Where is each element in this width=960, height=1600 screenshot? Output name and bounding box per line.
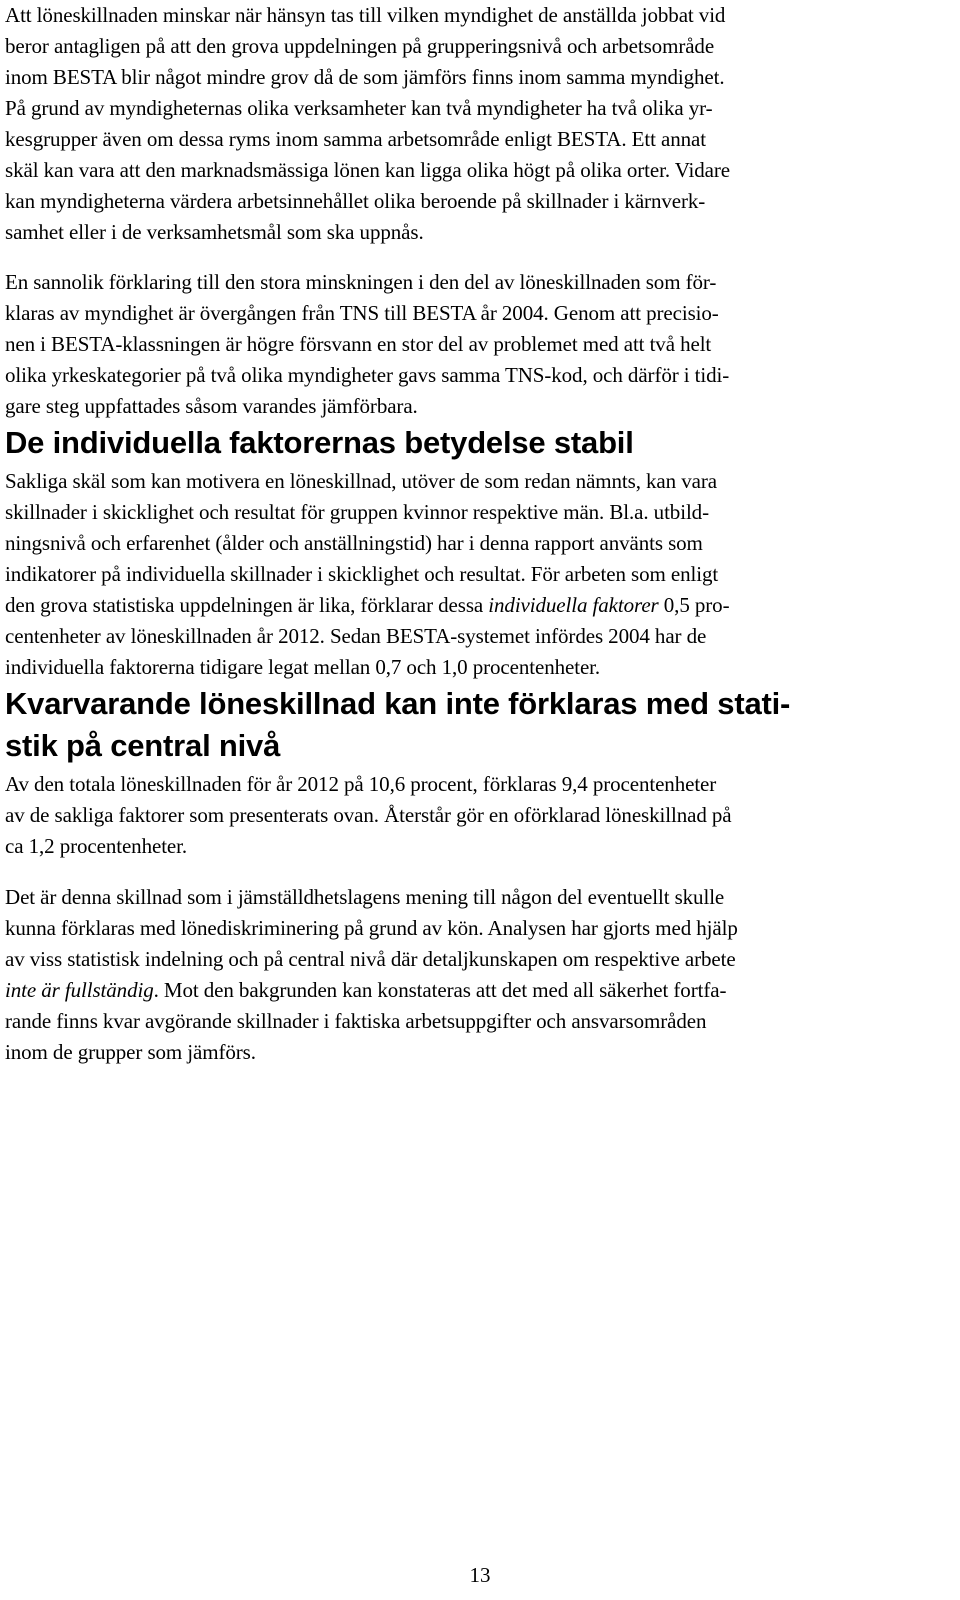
paragraph-discrimination	[5, 882, 935, 1068]
text-line: inom BESTA blir något mindre grov då de som jämförs finns inom samma myndighet.	[5, 65, 725, 89]
emphasis-text: inte är fullständig	[5, 978, 154, 1002]
text-line: På grund av myndigheternas olika verksamheter kan två myndigheter ha två olika yr-	[5, 96, 713, 120]
paragraph-total-gap	[5, 769, 935, 862]
text-line: kesgrupper även om dessa ryms inom samma arbetsområde enligt BESTA. Ett annat	[5, 127, 706, 151]
text-line: skillnader i skicklighet och resultat för gruppen kvinnor respektive män. Bl.a. utbild-	[5, 500, 709, 524]
text-line: skäl kan vara att den marknadsmässiga lönen kan ligga olika högt på olika orter. Vidare	[5, 158, 731, 182]
text-line: kunna förklaras med lönediskriminering på grund av kön. Analysen har gjorts med hjälp	[5, 916, 738, 940]
text-line	[5, 590, 935, 621]
page-number	[0, 1561, 960, 1589]
text-line: av de sakliga faktorer som presenterats ovan. Återstår gör en oförklarad löneskillnad på	[5, 803, 732, 827]
text-line: ningsnivå och erfarenhet (ålder och anställningstid) har i denna rapport använts som	[5, 531, 703, 555]
section-heading-remaining-gap	[5, 683, 935, 767]
text-line: samhet eller i de verksamhetsmål som ska uppnås.	[5, 220, 424, 244]
text-line: olika yrkeskategorier på två olika myndigheter gavs samma TNS-kod, och därför i tidi-	[5, 363, 730, 387]
page-number-text: 13	[469, 1563, 491, 1587]
text-line: centenheter av löneskillnaden år 2012. Sedan BESTA-systemet infördes 2004 har de	[5, 624, 707, 648]
text-line: ca 1,2 procentenheter.	[5, 834, 188, 858]
text-line: individuella faktorerna tidigare legat mellan 0,7 och 1,0 procentenheter.	[5, 655, 601, 679]
text-line: Det är denna skillnad som i jämställdhetslagens mening till någon del eventuellt skulle	[5, 885, 725, 909]
text-line: av viss statistisk indelning och på central nivå där detaljkunskapen om respektive arbete	[5, 947, 736, 971]
text-line: inom de grupper som jämförs.	[5, 1040, 256, 1064]
heading-line: stik på central nivå	[5, 728, 281, 763]
text-line: Att löneskillnaden minskar när hänsyn tas till vilken myndighet de anställda jobbat vid	[5, 3, 726, 27]
paragraph-individual-factors	[5, 466, 935, 683]
document-page	[5, 0, 935, 1068]
text-line: Sakliga skäl som kan motivera en löneskillnad, utöver de som redan nämnts, kan vara	[5, 469, 717, 493]
paragraph-tns-besta	[5, 267, 935, 422]
text-run: . Mot den bakgrunden kan konstateras att det med all säkerhet fortfa-	[153, 978, 727, 1002]
text-line	[5, 975, 935, 1006]
text-line: En sannolik förklaring till den stora minskningen i den del av löneskillnaden som för-	[5, 270, 717, 294]
text-run: 0,5 pro-	[658, 593, 730, 617]
section-heading-individual-factors: De individuella faktorernas betydelse stabil	[5, 425, 634, 460]
text-line: klaras av myndighet är övergången från TNS till BESTA år 2004. Genom att precisio-	[5, 301, 719, 325]
text-line: beror antagligen på att den grova uppdelningen på grupperingsnivå och arbetsområde	[5, 34, 715, 58]
text-run: den grova statistiska uppdelningen är lika, förklarar dessa	[5, 593, 489, 617]
text-line: indikatorer på individuella skillnader i skicklighet och resultat. För arbeten som enligt	[5, 562, 719, 586]
text-line: gare steg uppfattades såsom varandes jämförbara.	[5, 394, 418, 418]
heading-line: Kvarvarande löneskillnad kan inte förklaras med stati-	[5, 686, 791, 721]
text-line: nen i BESTA-klassningen är högre försvann en stor del av problemet med att två helt	[5, 332, 712, 356]
paragraph-authority-effect	[5, 0, 935, 248]
text-line: Av den totala löneskillnaden för år 2012 på 10,6 procent, förklaras 9,4 procentenheter	[5, 772, 717, 796]
text-line: kan myndigheterna värdera arbetsinnehållet olika beroende på skillnader i kärnverk-	[5, 189, 706, 213]
text-line: rande finns kvar avgörande skillnader i faktiska arbetsuppgifter och ansvarsområden	[5, 1009, 707, 1033]
emphasis-text: individuella faktorer	[488, 593, 659, 617]
